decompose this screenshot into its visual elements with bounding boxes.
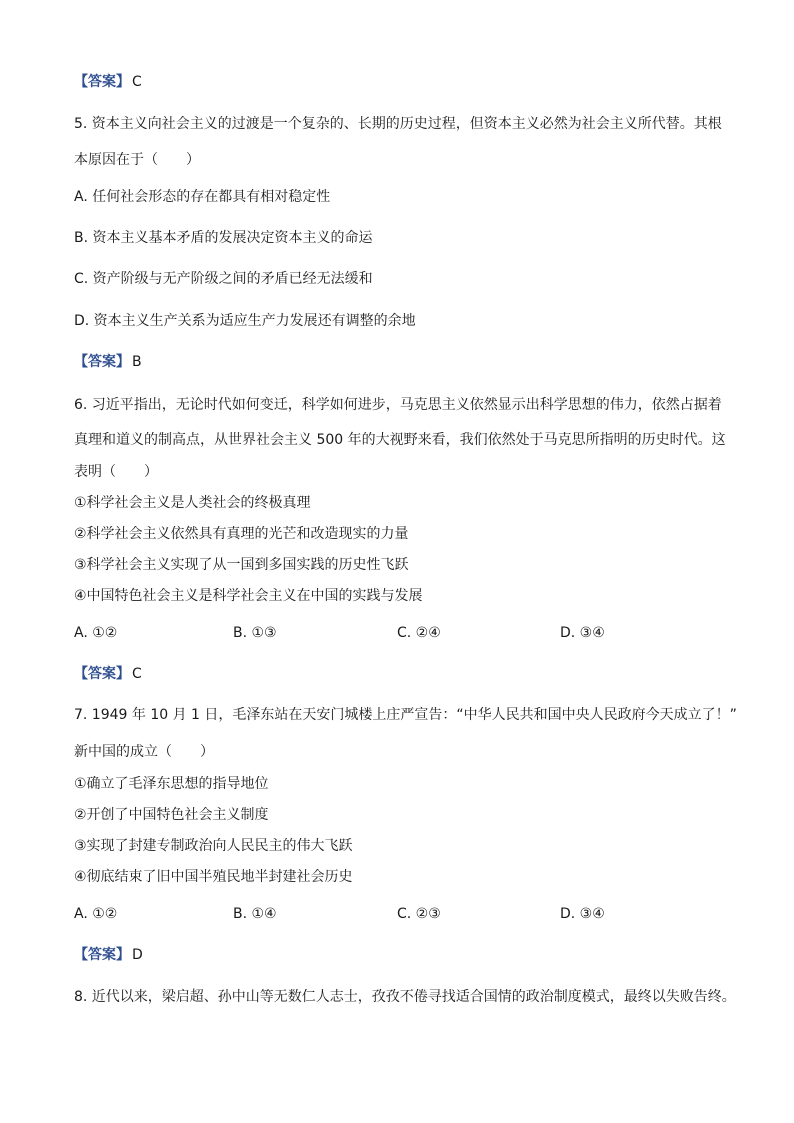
question-6-stem-line-1: 6. 习近平指出，无论时代如何变迁，科学如何进步，马克思主义依然显示出科学思想的伟力，依然占据着	[74, 397, 722, 413]
question-7-choice-b: B. ①④	[233, 906, 277, 922]
question-6-choice-c: C. ②④	[397, 625, 441, 641]
question-5-option-a: A. 任何社会形态的存在都具有相对稳定性	[74, 189, 331, 205]
question-6-statement-3: ③科学社会主义实现了从一国到多国实践的历史性飞跃	[74, 557, 409, 573]
question-5-option-b: B. 资本主义基本矛盾的发展决定资本主义的命运	[74, 230, 373, 246]
question-7-statement-1: ①确立了毛泽东思想的指导地位	[74, 776, 269, 792]
answer-value: B	[132, 354, 142, 370]
question-6-stem-line-2: 真理和道义的制高点，从世界社会主义 500 年的大视野来看，我们依然处于马克思所指明的历史时代。这	[74, 432, 726, 448]
question-6-statement-1: ①科学社会主义是人类社会的终极真理	[74, 495, 311, 511]
question-6-choice-a: A. ①②	[74, 625, 118, 641]
answer-tag: 【答案】	[74, 666, 130, 682]
question-8-stem-line-1: 8. 近代以来，梁启超、孙中山等无数仁人志士，孜孜不倦寻找适合国情的政治制度模式，最终以失败告终。	[74, 989, 736, 1005]
answer-line	[74, 665, 142, 683]
answer-tag: 【答案】	[74, 74, 130, 90]
question-5-option-c: C. 资产阶级与无产阶级之间的矛盾已经无法缓和	[74, 271, 373, 287]
question-6-choice-d: D. ③④	[560, 625, 605, 641]
question-5-stem-line-2: 本原因在于（ ）	[74, 152, 200, 168]
answer-line	[74, 73, 142, 91]
answer-value: C	[132, 74, 142, 90]
question-7-statement-3: ③实现了封建专制政治向人民民主的伟大飞跃	[74, 838, 353, 854]
answer-value: D	[132, 947, 143, 963]
answer-line	[74, 353, 142, 371]
question-7-statement-2: ②开创了中国特色社会主义制度	[74, 807, 269, 823]
question-7-stem-line-1: 7. 1949 年 10 月 1 日，毛泽东站在天安门城楼上庄严宣告：“中华人民共和国中央人民政府今天成立了！”	[74, 707, 737, 723]
question-6-choice-b: B. ①③	[233, 625, 277, 641]
question-5-stem-line-1: 5. 资本主义向社会主义的过渡是一个复杂的、长期的历史过程，但资本主义必然为社会主义所代替。其根	[74, 116, 722, 132]
question-5-option-d: D. 资本主义生产关系为适应生产力发展还有调整的余地	[74, 313, 416, 329]
question-6-stem-line-3: 表明（ ）	[74, 464, 158, 480]
question-6-statement-4: ④中国特色社会主义是科学社会主义在中国的实践与发展	[74, 588, 423, 604]
question-7-choice-d: D. ③④	[560, 906, 605, 922]
answer-value: C	[132, 666, 142, 682]
answer-tag: 【答案】	[74, 947, 130, 963]
answer-line	[74, 946, 143, 964]
answer-tag: 【答案】	[74, 354, 130, 370]
question-7-choice-a: A. ①②	[74, 906, 118, 922]
question-7-stem-line-2: 新中国的成立（ ）	[74, 744, 214, 760]
question-7-choice-c: C. ②③	[397, 906, 441, 922]
question-7-statement-4: ④彻底结束了旧中国半殖民地半封建社会历史	[74, 869, 353, 885]
question-6-statement-2: ②科学社会主义依然具有真理的光芒和改造现实的力量	[74, 526, 409, 542]
